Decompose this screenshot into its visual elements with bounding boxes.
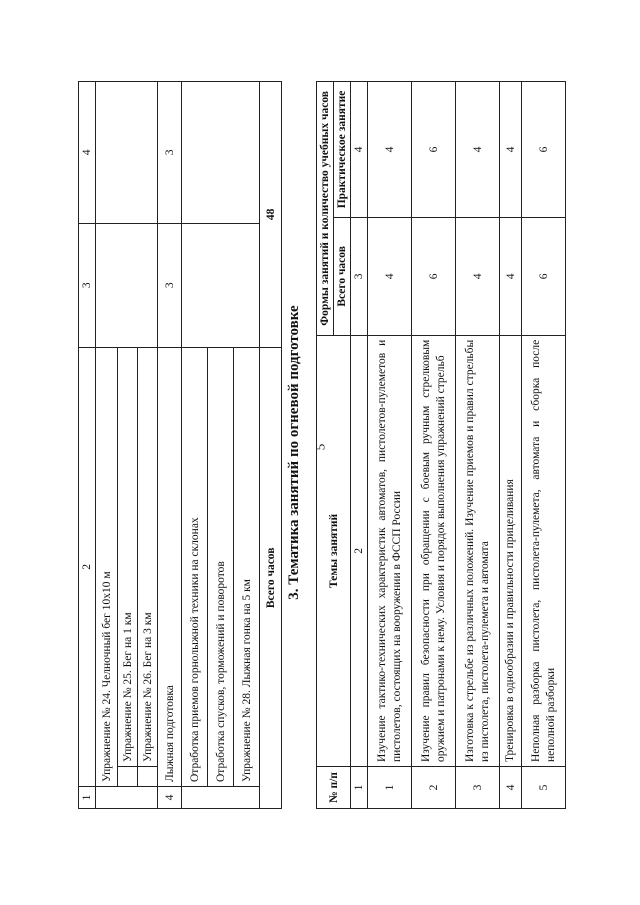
table-row (412, 82, 456, 809)
col-num-cell: 3 (351, 217, 368, 335)
row-text-cell: Упражнение № 26. Бег на 3 км (138, 347, 158, 766)
table-row (260, 82, 282, 809)
table-row (79, 82, 96, 809)
row-practice-cell: 4 (456, 82, 500, 218)
row-total-cell: 3 (158, 223, 182, 347)
row-total-cell: 4 (456, 217, 500, 335)
row-text-cell: Тренировка в однообразии и правильности прицеливания (500, 335, 522, 766)
table-row (96, 82, 118, 809)
page-number: 5 (312, 443, 327, 451)
row-text-cell: Отработка спусков, торможений и поворотов (208, 347, 234, 786)
row-practice-cell: 4 (500, 82, 522, 218)
row-num-cell (96, 787, 158, 809)
table-row (522, 82, 566, 809)
table-row (500, 82, 522, 809)
topics-table (316, 81, 566, 809)
row-practice-cell (96, 82, 158, 224)
col-num-cell: 2 (351, 335, 368, 766)
row-text-cell: Отработка приемов горнолыжной техники на склонах (182, 347, 208, 786)
col-num-cell: 1 (351, 767, 368, 809)
row-num-cell: 3 (456, 767, 500, 809)
row-num-cell: 4 (500, 767, 522, 809)
row-practice-cell: 6 (412, 82, 456, 218)
table-header-row (317, 82, 334, 809)
total-value-cell: 48 (260, 82, 282, 348)
row-practice-cell: 4 (368, 82, 412, 218)
total-header: Всего часов (334, 217, 351, 335)
total-label-cell: Всего часов (260, 347, 282, 808)
table-row (456, 82, 500, 809)
row-num-cell: 4 (158, 787, 182, 809)
practice-header: Практическое занятие (334, 82, 351, 218)
num-header: № п/п (317, 767, 351, 809)
row-practice-cell: 6 (522, 82, 566, 218)
row-text-cell: Изготовка к стрельбе из различных положений. Изучение приемов и правил стрельбы из пистолета, пистолета-пулемета и автомата (456, 335, 500, 766)
col-num-cell: 4 (79, 82, 96, 224)
topics-header: Темы занятий (317, 335, 351, 766)
table-row (368, 82, 412, 809)
col-num-cell: 2 (79, 347, 96, 786)
row-practice-cell: 3 (158, 82, 182, 224)
table-row (158, 82, 182, 809)
col-num-cell: 4 (351, 82, 368, 218)
row-text-cell: Упражнение № 25. Бег на 1 км (118, 347, 138, 766)
row-text-cell: Неполная разборка пистолета, пистолета-пулемета, автомата и сборка после неполной разборки (522, 335, 566, 766)
row-text-cell: Упражнение № 28. Лыжная гонка на 5 км (234, 347, 260, 786)
section-title: 3. Тематика занятий по огневой подготовке (286, 305, 302, 600)
row-num-cell: 1 (368, 767, 412, 809)
row-text-cell: Упражнение № 24. Челночный бег 10х10 м (96, 347, 118, 786)
row-text-cell: Лыжная подготовка (158, 347, 182, 786)
row-total-cell: 6 (412, 217, 456, 335)
row-num-cell: 2 (412, 767, 456, 809)
row-text-cell: Изучение тактико-технических характеристик автоматов, пистолетов-пулеметов и пистолетов, состоящих на вооружении в ФССП России (368, 335, 412, 766)
row-num-cell: 5 (522, 767, 566, 809)
row-total-cell: 4 (500, 217, 522, 335)
table-row (182, 82, 208, 809)
row-total-cell: 4 (368, 217, 412, 335)
row-text-cell: Изучение правил безопасности при обращении с боевым ручным стрелковым оружием и патронами к нему. Условия и порядок выполнения упражнений стрельб (412, 335, 456, 766)
col-num-cell: 3 (79, 223, 96, 347)
forms-header: Формы занятий и количество учебных часов (317, 82, 334, 336)
table-row (351, 82, 368, 809)
top-table (78, 81, 282, 809)
row-total-cell: 6 (522, 217, 566, 335)
col-num-cell: 1 (79, 787, 96, 809)
row-total-cell (96, 223, 158, 347)
